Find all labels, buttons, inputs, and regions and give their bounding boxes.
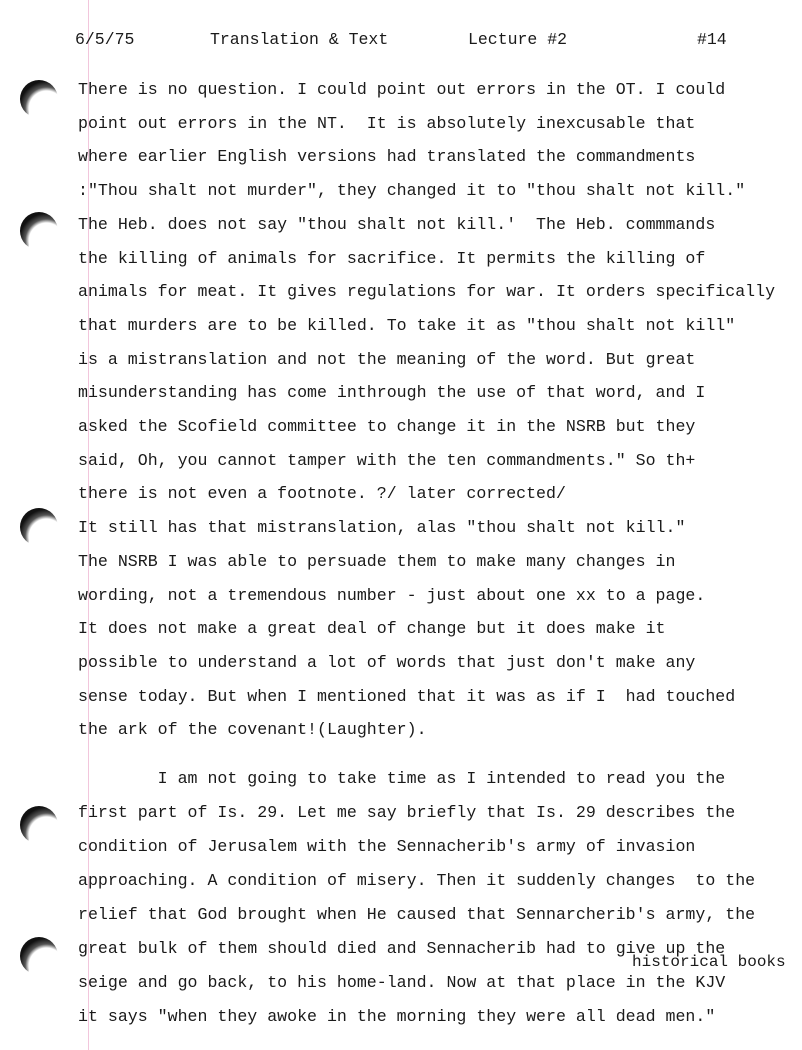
text-line: seige and go back, to his home-land. Now at that place in the KJV: [78, 973, 726, 992]
header-lecture: Lecture #2: [468, 30, 568, 49]
text-line: point out errors in the NT. It is absolutely inexcusable that: [78, 113, 696, 133]
text-line: condition of Jerusalem with the Sennacherib's army of invasion: [78, 837, 696, 856]
text-line: asked the Scofield committee to change it in the NSRB but they: [78, 417, 696, 436]
text-line: I am not going to take time as I intended to read you the: [78, 769, 726, 788]
text-line: :"Thou shalt not murder", they changed it to "thou shalt not kill.": [78, 181, 746, 201]
punch-hole: [20, 937, 58, 975]
text-line: approaching. A condition of misery. Then it suddenly changes to the: [78, 871, 756, 890]
text-line: there is not even a footnote. ?/ later corrected/: [78, 484, 566, 504]
text-line: first part of Is. 29. Let me say briefly that Is. 29 describes the: [78, 803, 736, 822]
text-line: is a mistranslation and not the meaning of the word. But great: [78, 349, 696, 369]
header-page-number: #14: [697, 30, 727, 49]
text-line: where earlier English versions had translated the commandments: [78, 147, 696, 167]
punch-hole: [20, 212, 58, 250]
text-line: The NSRB I was able to persuade them to make many changes in: [78, 551, 676, 571]
punch-hole: [20, 80, 58, 118]
text-line: great bulk of them should died and Sennacherib had to give up the: [78, 939, 726, 958]
margin-note: historical books: [632, 953, 786, 971]
punch-hole: [20, 508, 58, 546]
text-line: possible to understand a lot of words that just don't make any: [78, 652, 696, 672]
punch-hole: [20, 806, 58, 844]
text-line: There is no question. I could point out errors in the OT. I could: [78, 80, 726, 99]
text-line: animals for meat. It gives regulations for war. It orders specifically: [78, 282, 776, 302]
text-line: It does not make a great deal of change but it does make it: [78, 619, 666, 639]
text-line: misunderstanding has come inthrough the use of that word, and I: [78, 383, 706, 403]
text-line: that murders are to be killed. To take it as "thou shalt not kill": [78, 315, 736, 335]
text-line: The Heb. does not say "thou shalt not kill.' The Heb. commmands: [78, 214, 716, 234]
text-line: relief that God brought when He caused that Sennarcherib's army, the: [78, 905, 756, 924]
header-date: 6/5/75: [75, 30, 135, 49]
text-line: said, Oh, you cannot tamper with the ten commandments." So th+: [78, 450, 696, 470]
text-line: sense today. But when I mentioned that it was as if I had touched: [78, 686, 736, 706]
header-course: Translation & Text: [210, 30, 389, 49]
text-line: the ark of the covenant!(Laughter).: [78, 720, 427, 740]
text-line: it says "when they awoke in the morning they were all dead men.": [78, 1007, 716, 1026]
text-line: the killing of animals for sacrifice. It permits the killing of: [78, 248, 706, 268]
text-line: wording, not a tremendous number - just about one xx to a page.: [78, 585, 706, 605]
text-line: It still has that mistranslation, alas "thou shalt not kill.": [78, 518, 686, 538]
